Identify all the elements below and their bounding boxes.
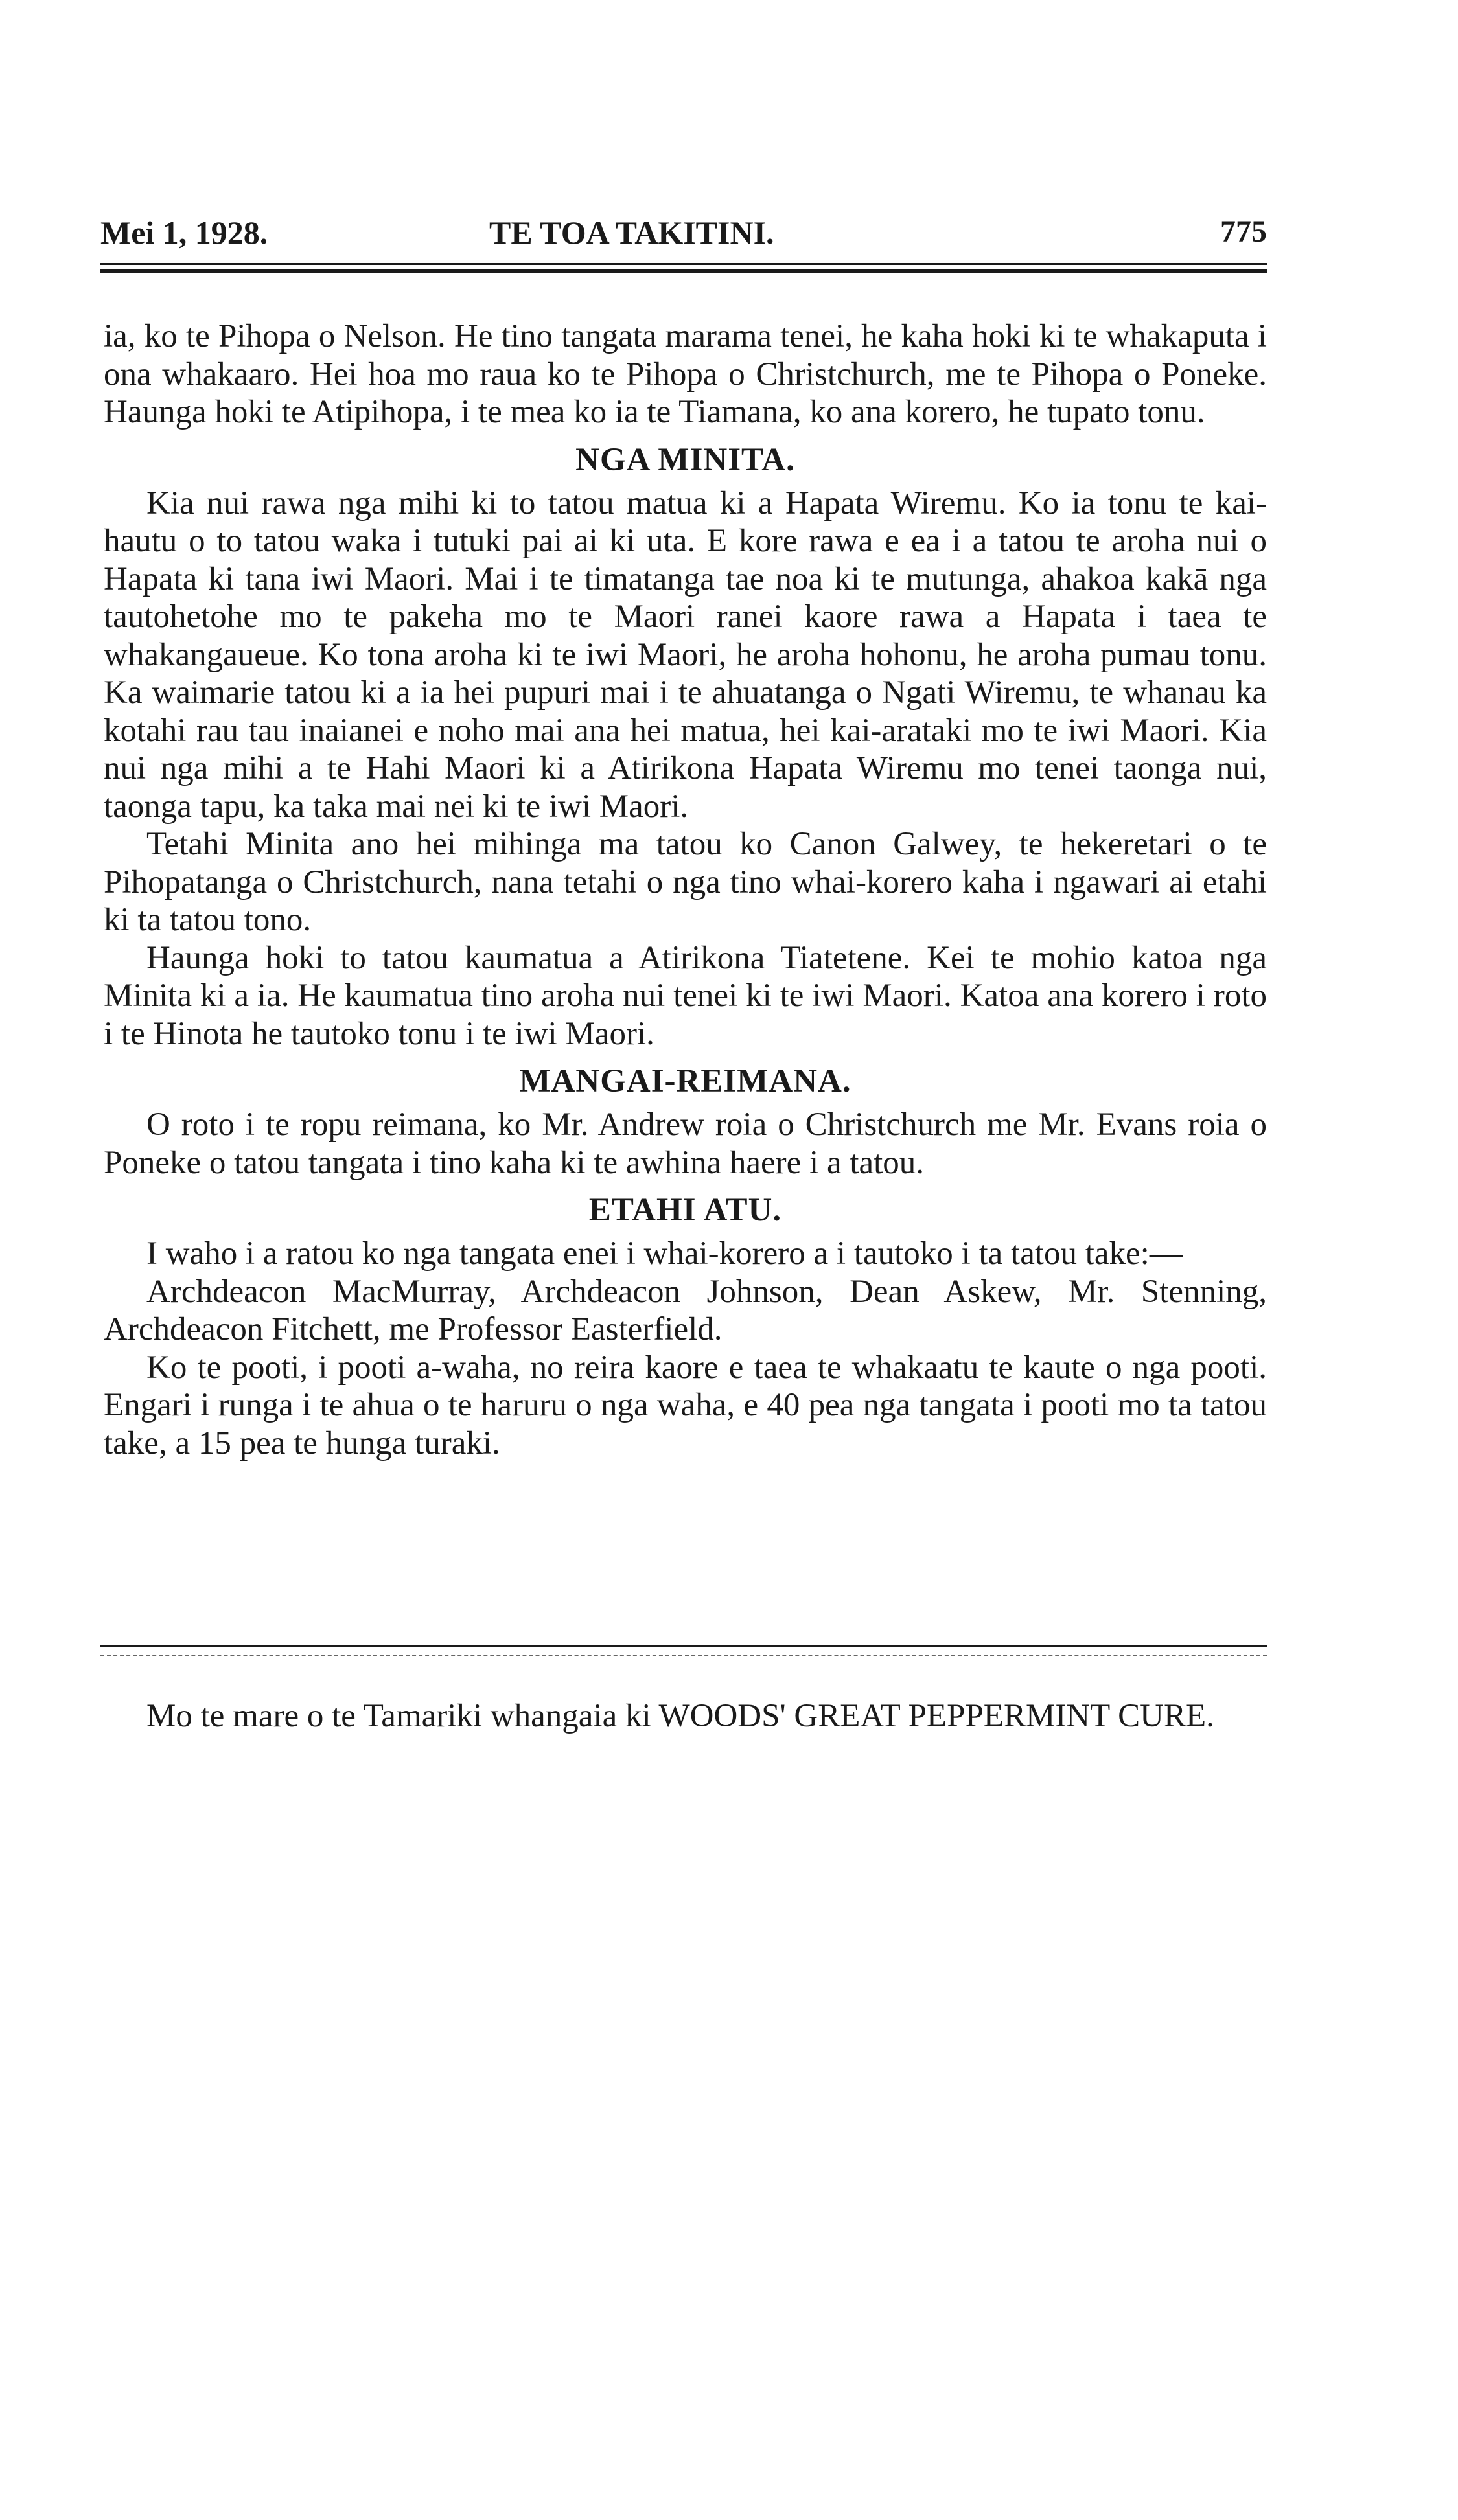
footer-rule-dashed (100, 1655, 1267, 1656)
section-title-nga-minita: NGA MINITA. (575, 441, 795, 478)
article-body (104, 317, 1267, 1462)
header-date: Mei 1, 1928. (100, 214, 268, 251)
header-rule-thick (100, 269, 1267, 273)
footer-rule (100, 1645, 1267, 1647)
advertisement-text: Mo te mare o te Tamariki whangaia ki WOODS' GREAT PEPPERMINT CURE. (146, 1698, 1214, 1734)
section-title-mangai-reimana: MANGAI-REIMANA. (519, 1063, 851, 1099)
intro-paragraph: ia, ko te Pihopa o Nelson. He tino tangata marama tenei, he kaha hoki ki te whakaputa i ona whakaaro. Hei hoa mo raua ko te Pihopa o Christchurch, me te Pihopa o Poneke. Haunga hoki te Atipihopa, i te mea ko ia te Tiamana, ko ana korero, he tupato tonu. (104, 318, 1267, 430)
etahi-atu-paragraph-1: I waho i a ratou ko nga tangata enei i whai-korero a i tautoko i ta tatou take:— (146, 1235, 1183, 1272)
page-header (100, 214, 1267, 253)
header-rule-thin (100, 263, 1267, 265)
nga-minita-paragraph-2: Tetahi Minita ano hei mihinga ma tatou ko Canon Galwey, te hekeretari o te Pihopatanga o Christchurch, nana tetahi o nga tino whai-korero kaha i ngawari ai etahi ki ta tatou tono. (104, 826, 1267, 938)
section-title-etahi-atu: ETAHI ATU. (588, 1192, 782, 1228)
advertisement (104, 1697, 1267, 1735)
etahi-atu-paragraph-3: Ko te pooti, i pooti a-waha, no reira kaore e taea te whakaatu te kaute o nga pooti. Engari i runga i te ahua o te haruru o nga waha, e 40 pea nga tangata i pooti mo ta tatou take, a 15 pea te hunga turaki. (104, 1349, 1267, 1461)
nga-minita-paragraph-3: Haunga hoki to tatou kaumatua a Atirikona Tiatetene. Kei te mohio katoa nga Minita ki a ia. He kaumatua tino aroha nui tenei ki te iwi Maori. Katoa ana korero i roto i te Hinota he tautoko tonu i te iwi Maori. (104, 939, 1267, 1052)
page-number: 775 (1220, 214, 1267, 249)
mangai-reimana-paragraph-1: O roto i te ropu reimana, ko Mr. Andrew roia o Christchurch me Mr. Evans roia o Poneke o tatou tangata i tino kaha ki te awhina haere i a tatou. (104, 1106, 1267, 1181)
header-title: TE TOA TAKITINI. (489, 214, 774, 251)
nga-minita-paragraph-1: Kia nui rawa nga mihi ki to tatou matua ki a Hapata Wiremu. Ko ia tonu te kai-hautu o to tatou waka i tutuki pai ai ki uta. E kore rawa e ea i a tatou te aroha nui o Hapata ki tana iwi Maori. Mai i te timatanga tae noa ki te mutunga, ahakoa kakā nga tautohetohe mo te pakeha mo te Maori ranei kaore rawa a Hapata i taea te whakangaueue. Ko tona aroha ki te iwi Maori, he aroha hohonu, he aroha pumau tonu. Ka waimarie tatou ki a ia hei pupuri mai i te ahuatanga o Ngati Wiremu, te whanau ka kotahi rau tau inaianei e noho mai ana hei matua, hei kai-arataki mo te iwi Maori. Kia nui nga mihi a te Hahi Maori ki a Atirikona Hapata Wiremu mo tenei taonga nui, taonga tapu, ka taka mai nei ki te iwi Maori. (104, 485, 1267, 825)
etahi-atu-paragraph-2: Archdeacon MacMurray, Archdeacon Johnson, Dean Askew, Mr. Stenning, Archdeacon Fitchett, me Professor Easterfield. (104, 1273, 1267, 1347)
